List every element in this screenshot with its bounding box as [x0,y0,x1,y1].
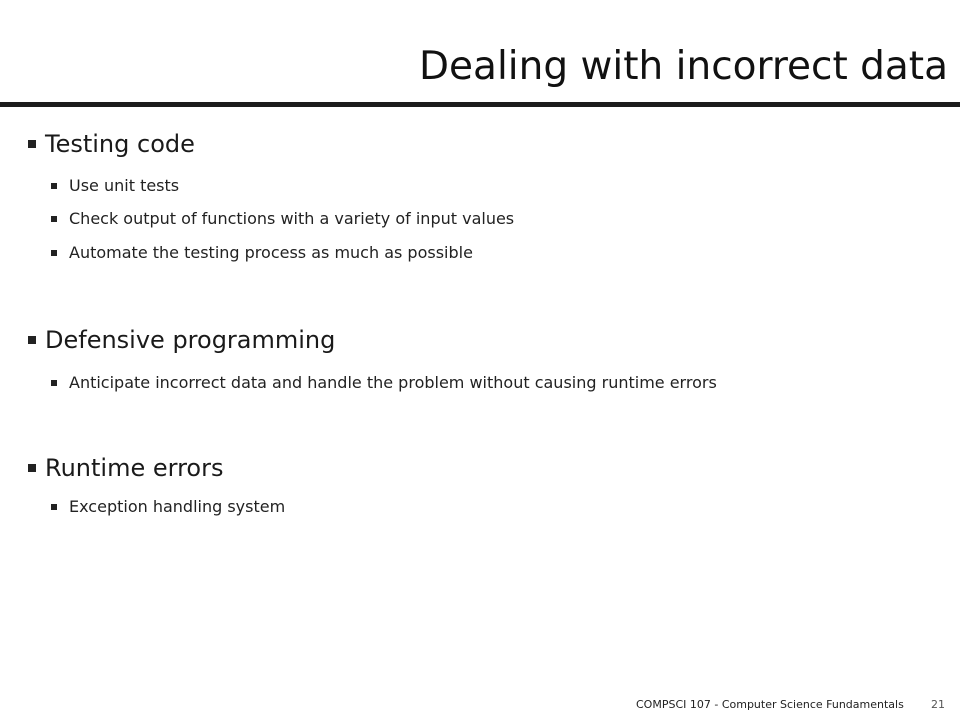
bullet-heading: Testing code [45,130,195,158]
bullet-heading: Runtime errors [45,454,224,482]
sub-bullet-text: Anticipate incorrect data and handle the problem without causing runtime errors [69,373,717,392]
square-bullet-icon [51,216,57,222]
sub-bullet-unit-tests [51,176,179,195]
sub-bullet-text: Automate the testing process as much as possible [69,243,473,262]
square-bullet-icon [51,250,57,256]
sub-bullet-text: Exception handling system [69,497,286,516]
bullet-runtime-errors [28,454,223,482]
bullet-testing-code [28,130,195,158]
square-bullet-icon [51,504,57,510]
bullet-heading: Defensive programming [45,326,336,354]
slide-title: Dealing with incorrect data [419,44,948,89]
sub-bullet-anticipate [51,373,717,392]
sub-bullet-exception-handling [51,497,285,516]
square-bullet-icon [28,336,36,344]
square-bullet-icon [51,183,57,189]
sub-bullet-text: Check output of functions with a variety of input values [69,209,515,228]
footer-course-name: COMPSCI 107 - Computer Science Fundamentals [636,698,904,711]
bullet-defensive-programming [28,326,335,354]
sub-bullet-check-output [51,209,514,228]
sub-bullet-text: Use unit tests [69,176,180,195]
footer-page-number: 21 [931,698,945,711]
square-bullet-icon [28,464,36,472]
square-bullet-icon [28,140,36,148]
sub-bullet-automate [51,243,473,262]
square-bullet-icon [51,380,57,386]
